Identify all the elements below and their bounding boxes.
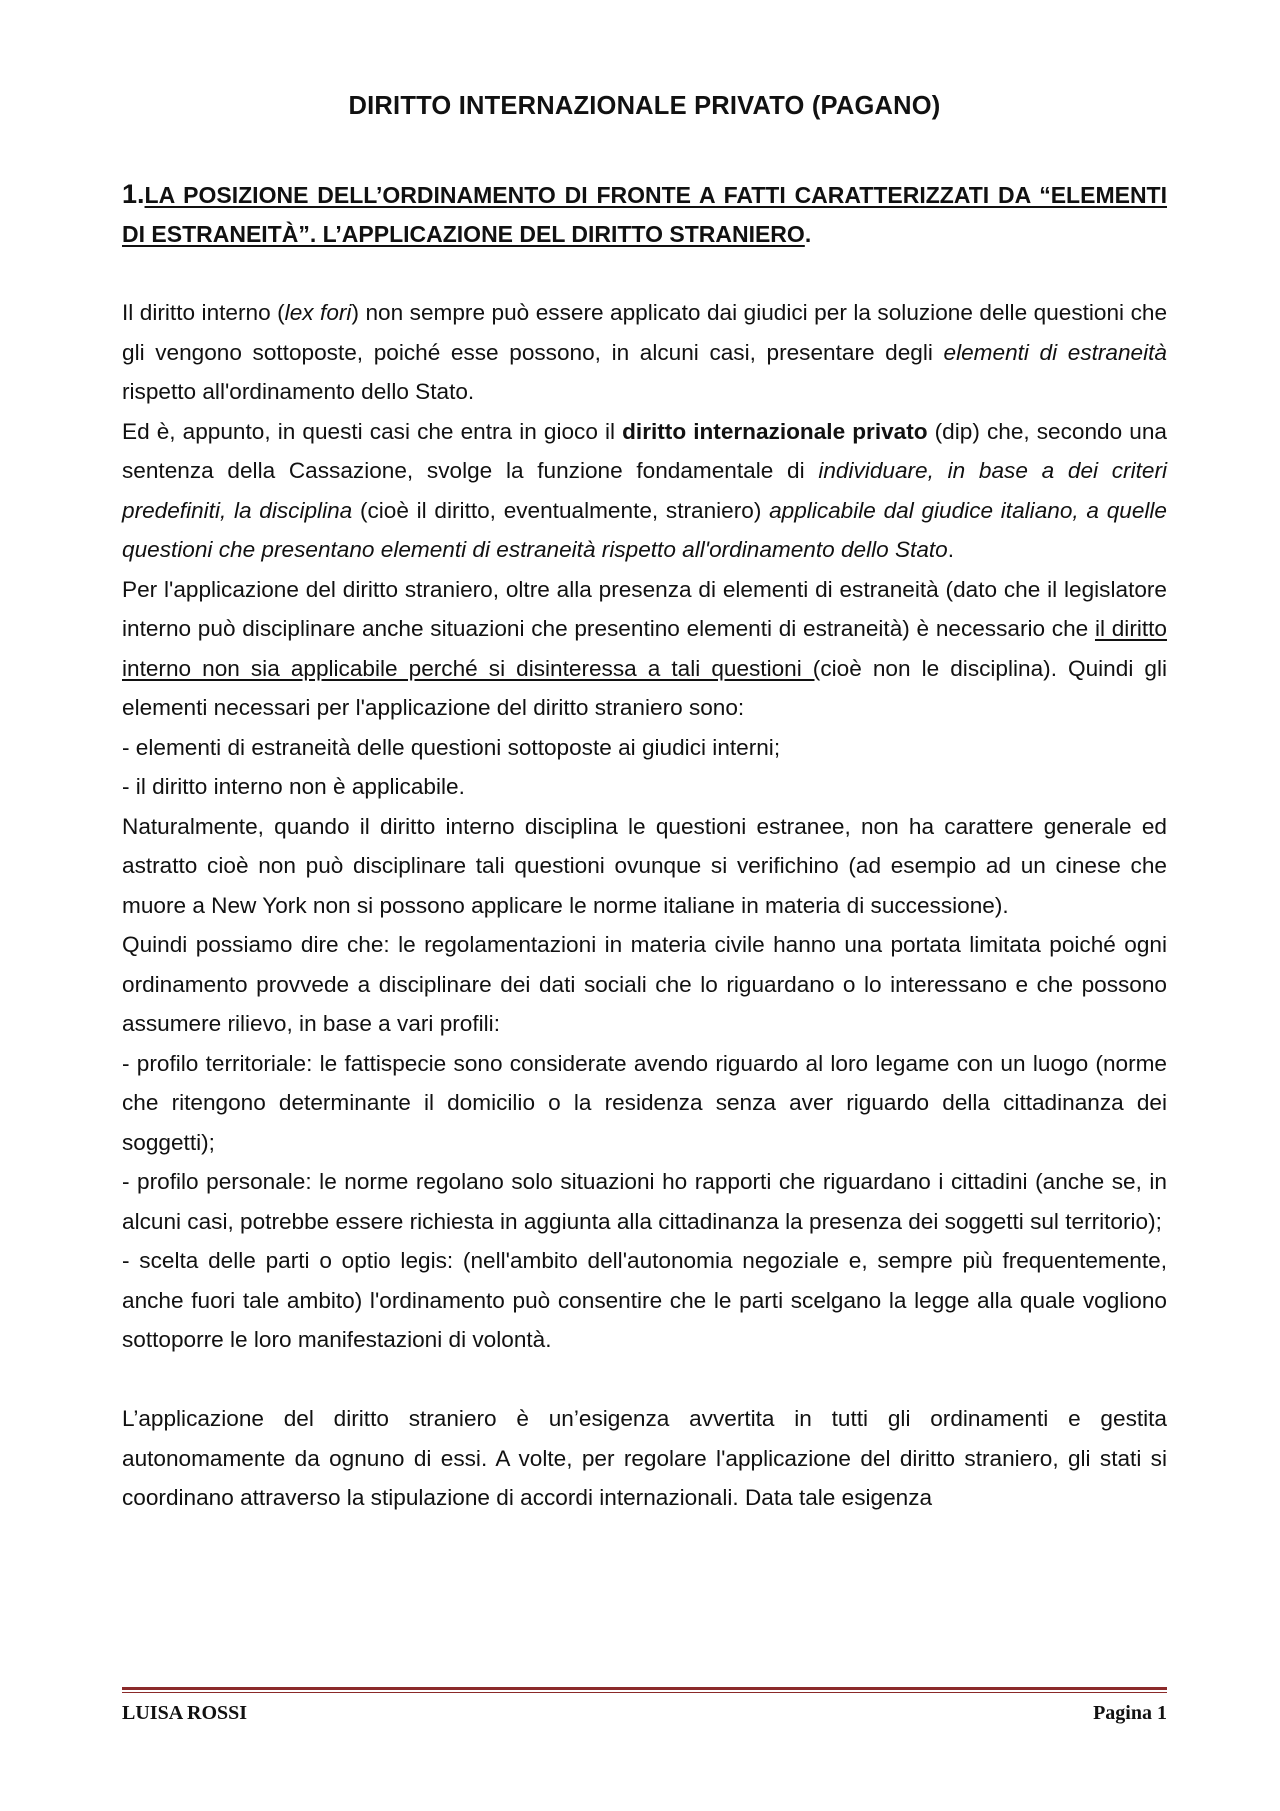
text-run: ) non sempre può essere applicato dai giudici per la soluzione delle questioni che gli vengono sottoposte, poiché esse possono, in alcuni casi, presentare degli bbox=[122, 300, 1168, 365]
document-body bbox=[122, 293, 1167, 1518]
list-item-4: - profilo personale: le norme regolano solo situazioni ho rapporti che riguardano i cittadini (anche se, in alcuni casi, potrebbe essere richiesta in aggiunta alla cittadinanza la presenza dei soggetti sul territorio); bbox=[122, 1169, 1167, 1234]
text-run: rispetto all'ordinamento dello Stato. bbox=[122, 379, 475, 404]
italic-phrase: individuare, in base a dei criteri predefiniti, la disciplina bbox=[122, 458, 1167, 523]
text-run: . bbox=[947, 537, 955, 562]
list-item-1: - elementi di estraneità delle questioni sottoposte ai giudici interni; bbox=[122, 734, 781, 760]
footer-rule-thin bbox=[122, 1692, 1167, 1693]
italic-term: lex fori bbox=[284, 300, 352, 325]
text-run: cioè non le disciplina). Quindi gli elementi necessari per l'applicazione del diritto straniero sono: bbox=[122, 655, 1167, 720]
page-number: Pagina 1 bbox=[1093, 1702, 1167, 1724]
paragraph-4: Naturalmente, quando il diritto interno disciplina le questioni estranee, non ha carattere generale ed astratto cioè non può disciplinare tali questioni ovunque si verifichino (ad esempio ad un cinese che muore a New York non si possono applicare le norme italiane in materia di successione). bbox=[122, 813, 1167, 918]
text-run: (cioè il diritto, eventualmente, straniero) bbox=[352, 497, 770, 523]
italic-phrase: applicabile dal giudice italiano, a quelle questioni che presentano elementi di estraneità rispetto all'ordinamento dello Stato bbox=[122, 497, 1167, 562]
text-run: Ed è, appunto, in questi casi che entra in gioco il bbox=[122, 418, 623, 444]
text-run: Per l'applicazione del diritto straniero, oltre alla presenza di elementi di estraneità (dato che il legislatore interno può disciplinare anche situazioni che presentino elementi di estraneità) è necessario che bbox=[122, 576, 1167, 641]
paragraph-1 bbox=[122, 293, 1167, 412]
page-title: DIRITTO INTERNAZIONALE PRIVATO (PAGANO) bbox=[348, 92, 941, 120]
underlined-phrase: il diritto interno non sia applicabile perché si disinteressa a tali questioni ( bbox=[122, 616, 1167, 681]
footer-rule bbox=[122, 1687, 1167, 1690]
paragraph-3 bbox=[122, 570, 1167, 728]
section-heading-text: LA POSIZIONE DELL’ORDINAMENTO DI FRONTE A FATTI CARATTERIZZATI DA “ELEMENTI DI ESTRANEITÀ”. L’APPLICAZIONE DEL DIRITTO STRANIERO bbox=[122, 182, 1167, 247]
paragraph-6: L’applicazione del diritto straniero è un’esigenza avvertita in tutti gli ordinamenti e gestita autonomamente da ognuno di essi. A volte, per regolare l'applicazione del diritto straniero, gli stati si coordinano attraverso la stipulazione di accordi internazionali. Data tale esigenza bbox=[122, 1406, 1167, 1510]
bold-term: diritto internazionale privato bbox=[622, 418, 928, 444]
section-number: 1. bbox=[122, 179, 145, 209]
paragraph-5: Quindi possiamo dire che: le regolamentazioni in materia civile hanno una portata limitata poiché ogni ordinamento provvede a disciplinare dei dati sociali che lo riguardano o lo interessano e che possono assumere rilievo, in base a vari profili: bbox=[122, 932, 1167, 1036]
list-item-2: - il diritto interno non è applicabile. bbox=[122, 774, 465, 799]
section-heading bbox=[122, 175, 1167, 254]
section-heading-end: . bbox=[804, 221, 812, 247]
text-run: Il diritto interno ( bbox=[122, 300, 285, 325]
paragraph-2 bbox=[122, 412, 1167, 570]
list-item-5: - scelta delle parti o optio legis: (nell'ambito dell'autonomia negoziale e, sempre più frequentemente, anche fuori tale ambito) l'ordinamento può consentire che le parti scelgano la legge alla quale vogliono sottoporre le loro manifestazioni di volontà. bbox=[122, 1248, 1167, 1352]
text-run: (dip) che, secondo una sentenza della Cassazione, svolge la funzione fondamentale di bbox=[122, 418, 1167, 483]
italic-term: elementi di estraneità bbox=[943, 339, 1167, 365]
list-item-3: - profilo territoriale: le fattispecie sono considerate avendo riguardo al loro legame con un luogo (norme che ritengono determinante il domicilio o la residenza senza aver riguardo della cittadinanza dei soggetti); bbox=[122, 1050, 1167, 1155]
footer-author: LUISA ROSSI bbox=[122, 1702, 248, 1724]
